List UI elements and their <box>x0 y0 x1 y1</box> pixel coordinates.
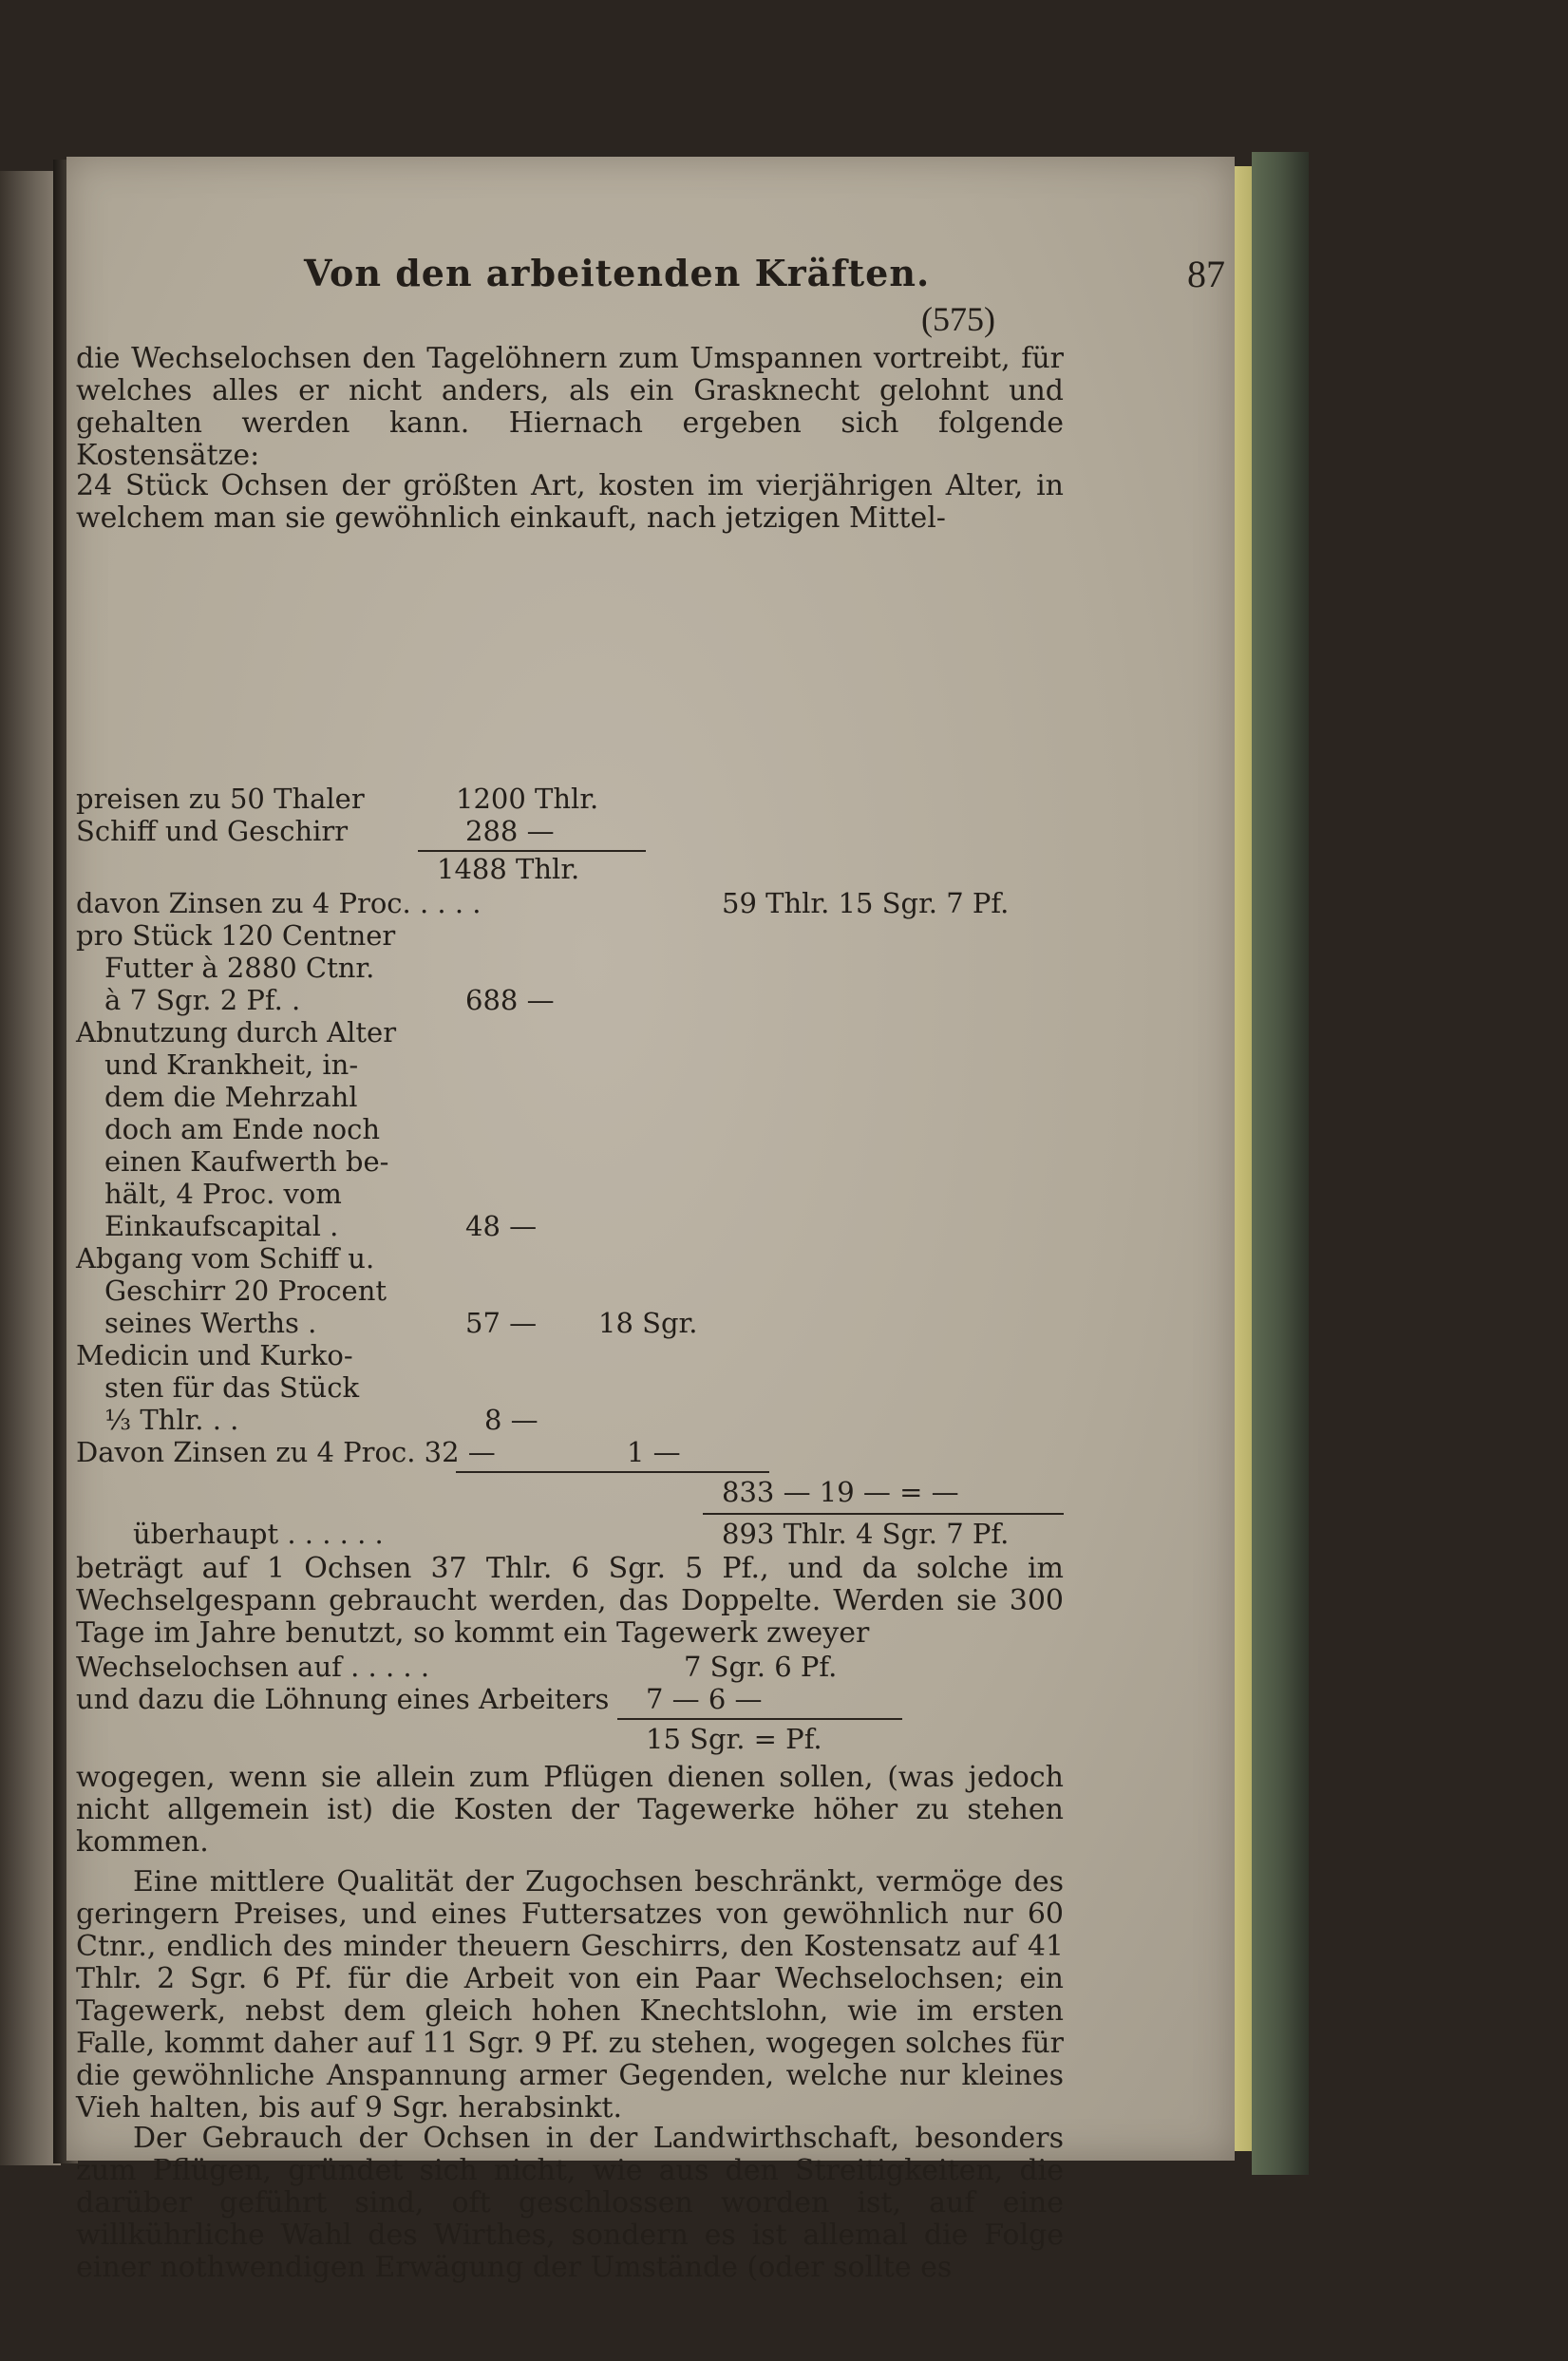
row-label: preisen zu 50 Thaler <box>76 783 365 815</box>
row-value: 48 — <box>465 1210 538 1242</box>
row-value: 288 — <box>465 815 555 847</box>
wage-total: 15 Sgr. = Pf. <box>646 1723 822 1755</box>
wage-value: 7 — 6 — <box>646 1683 763 1715</box>
row-label: Geschirr 20 Procent <box>104 1275 387 1307</box>
sum-rule <box>617 1718 902 1720</box>
mid-paragraph: beträgt auf 1 Ochsen 37 Thlr. 6 Sgr. 5 Pf., und da solche im Wechselgespann gebraucht werden, das Doppelte. Werden sie 300 Tage im Jahre benutzt, so kommt ein Tagewerk zweyer <box>76 1552 1064 1650</box>
running-title: Von den arbeitenden Kräften. <box>304 252 931 294</box>
row-value: 833 — 19 — = — <box>722 1476 959 1508</box>
section-number: (575) <box>921 300 995 338</box>
wage-label: und dazu die Löhnung eines Arbeiters <box>76 1683 610 1715</box>
row-label: davon Zinsen zu 4 Proc. . . . . <box>76 887 482 919</box>
row-label: sten für das Stück <box>104 1371 360 1404</box>
body-paragraph: wogegen, wenn sie allein zum Pflügen dienen sollen, (was jedoch nicht allgemein ist) die Kosten der Tagewerke höher zu stehen kommen. <box>76 1761 1064 1859</box>
row-label: Einkaufscapital . <box>104 1210 339 1242</box>
body-paragraph: Der Gebrauch der Ochsen in der Landwirthschaft, besonders zum Pflügen, gründet sich nicht, wie aus den Streitigkeiten, die darüber geführt sind, oft geschlossen worden ist, auf eine willkührliche Wahl des Wirthes, sondern es ist allemal die Folge einer nothwendigen Erwägung der Umstände (oder sollte es <box>76 2122 1064 2284</box>
row-value: 57 — <box>465 1307 538 1339</box>
page-number: 87 <box>1187 253 1225 295</box>
row-label: und Krankheit, in- <box>104 1048 359 1081</box>
book-cover-edge <box>1252 152 1309 2175</box>
sum-rule <box>456 1471 769 1473</box>
row-label: ⅓ Thlr. . . <box>104 1404 239 1436</box>
ledger-lead: 24 Stück Ochsen der größten Art, kosten im vierjährigen Alter, in welchem man sie gewöhnlich einkauft, nach jetzigen Mittel- <box>76 469 1064 535</box>
row-label: Davon Zinsen zu 4 Proc. 32 — <box>76 1436 496 1468</box>
intro-paragraph: die Wechselochsen den Tagelöhnern zum Umspannen vortreibt, für welches alles er nicht anders, als ein Grasknecht gelohnt und gehalten werden kann. Hiernach ergeben sich folgende Kostensätze: <box>76 342 1064 472</box>
row-label: Futter à 2880 Ctnr. <box>104 952 375 984</box>
row-label: Schiff und Geschirr <box>76 815 349 847</box>
row-label: à 7 Sgr. 2 Pf. . <box>104 984 301 1016</box>
sum-rule <box>418 850 646 852</box>
row-value: 1488 Thlr. <box>437 853 580 885</box>
row-label: Abnutzung durch Alter <box>76 1016 397 1048</box>
row-label: hält, 4 Proc. vom <box>104 1178 342 1210</box>
row-value: 688 — <box>465 984 555 1016</box>
cost-ledger <box>76 784 1064 1667</box>
page-text <box>76 157 1225 2284</box>
row-value: 1 — <box>627 1436 681 1468</box>
body-paragraph: Eine mittlere Qualität der Zugochsen beschränkt, vermöge des geringern Preises, und eines Futtersatzes von gewöhnlich nur 60 Ctnr., endlich des minder theuern Geschirrs, den Kostensatz auf 41 Thlr. 2 Sgr. 6 Pf. für die Arbeit von ein Paar Wechselochsen; ein Tagewerk, nebst dem gleich hohen Knechtslohn, wie im ersten Falle, kommt daher auf 11 Sgr. 9 Pf. zu stehen, wogegen solches für die gewöhnliche Anspannung armer Gegenden, welche nur kleines Vieh halten, bis auf 9 Sgr. herabsinkt. <box>76 1865 1064 2125</box>
row-label: seines Werths . <box>104 1307 317 1339</box>
row-label: dem die Mehrzahl <box>104 1081 358 1113</box>
row-label: doch am Ende noch <box>104 1113 381 1145</box>
page-edges <box>1235 166 1252 2151</box>
facing-page-edge <box>0 171 61 2165</box>
row-label: einen Kaufwerth be- <box>104 1145 389 1178</box>
row-value: 1200 Thlr. <box>456 783 599 815</box>
row-value: 8 — <box>484 1404 538 1436</box>
row-value: 18 Sgr. <box>598 1307 698 1339</box>
row-label: Abgang vom Schiff u. <box>76 1242 375 1275</box>
row-value: 59 Thlr. 15 Sgr. 7 Pf. <box>722 887 1010 919</box>
sum-rule <box>703 1513 1064 1515</box>
running-header <box>76 252 1225 299</box>
wage-label: Wechselochsen auf . . . . . <box>76 1651 430 1683</box>
row-value: 893 Thlr. 4 Sgr. 7 Pf. <box>722 1518 1010 1550</box>
row-label: Medicin und Kurko- <box>76 1339 353 1371</box>
row-label: überhaupt . . . . . . <box>133 1518 384 1550</box>
book-page <box>66 157 1235 2284</box>
wage-value: 7 Sgr. 6 Pf. <box>684 1651 838 1683</box>
row-label: pro Stück 120 Centner <box>76 919 396 952</box>
